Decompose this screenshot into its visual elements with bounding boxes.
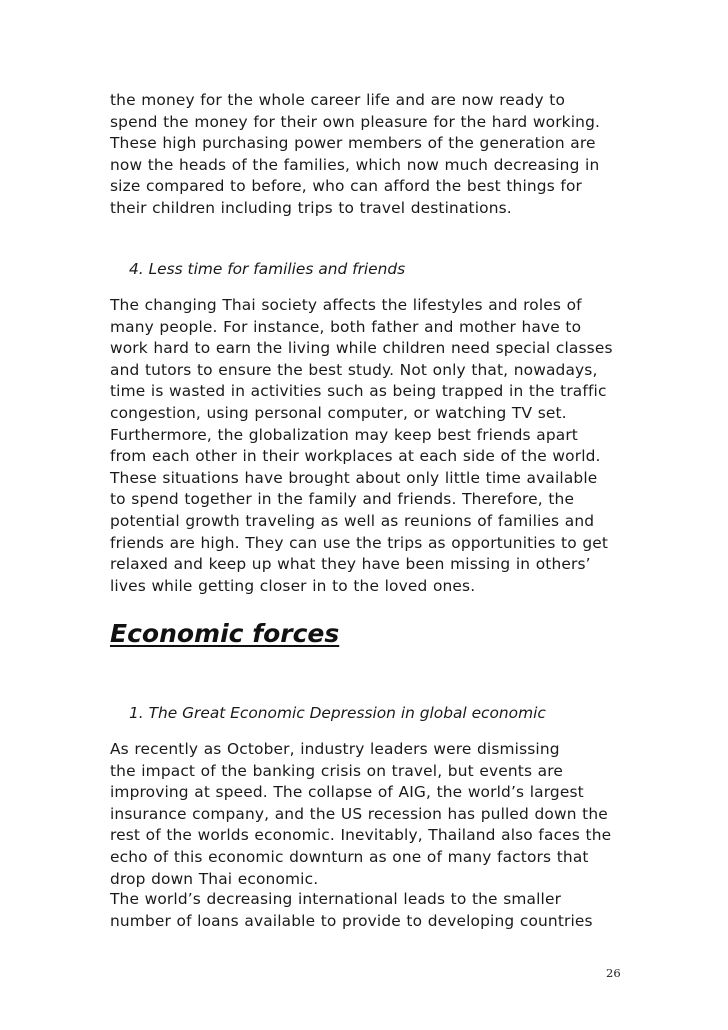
page-number: 26 — [606, 966, 621, 980]
economic-forces-heading: Economic forces — [110, 619, 340, 648]
economic-1-heading: 1. The Great Economic Depression in global economic — [129, 704, 546, 722]
economic-1-paragraph: As recently as October, industry leaders were dismissing the impact of the banking crisis on travel, but events are improving at speed. The collapse of AIG, the world’s largest insurance company, and the US recession has pulled down the rest of the worlds economic. Inevitably, Thailand also faces the echo of this economic downturn as one of many factors that drop down Thai economic. — [110, 740, 612, 888]
section-4-heading: 4. Less time for families and friends — [129, 260, 406, 278]
economic-2-paragraph: The world’s decreasing international leads to the smaller number of loans available to provide to developing countries — [110, 890, 593, 930]
section-4-paragraph: The changing Thai society affects the lifestyles and roles of many people. For instance, both father and mother have to work hard to earn the living while children need special classes and tutors to ensure the best study. Not only that, nowadays, time is wasted in activities such as being trapped in the traffic congestion, using personal computer, or watching TV set. Furthermore, the globalization may keep best friends apart from each other in their workplaces at each side of the world. These situations have brought about only little time available to spend together in the family and friends. Therefore, the potential growth traveling as well as reunions of families and friends are high. They can use the trips as opportunities to get relaxed and keep up what they have been missing in others’ lives while getting closer in to the loved ones. — [110, 296, 613, 595]
intro-paragraph: the money for the whole career life and are now ready to spend the money for their own pleasure for the hard working. These high purchasing power members of the generation are now the heads of the families, which now much decreasing in size compared to before, who can afford the best things for their children including trips to travel destinations. — [110, 91, 601, 217]
